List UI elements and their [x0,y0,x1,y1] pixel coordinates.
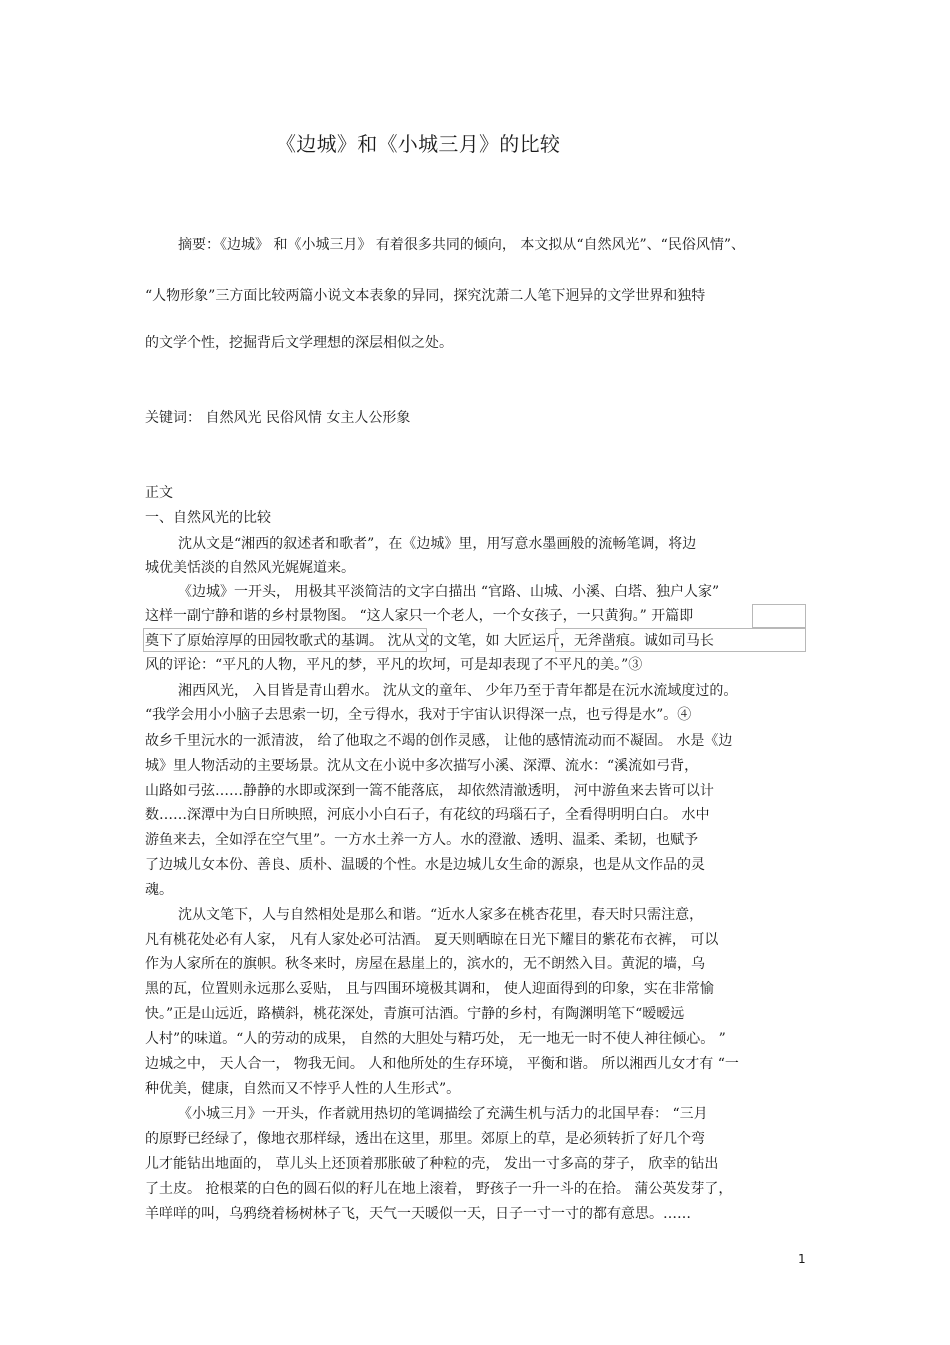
abstract-line: 摘要：《边城》 和《小城三月》 有着很多共同的倾向， 本文拟从“自然风光”、“民俗风情”、 [178,237,745,253]
body-line: 《边城》一开头， 用极其平淡简洁的文字白描出 “官路、山城、小溪、白塔、独户人家” [178,584,720,600]
abstract-line: 的文学个性，挖掘背后文学理想的深层相似之处。 [145,335,453,351]
body-line: 沈从文是“湘西的叙述者和歌者”，在《边城》里，用写意水墨画般的流畅笔调，将边 [178,536,697,552]
page-number: 1 [798,1252,806,1266]
body-line: 儿才能钻出地面的， 草儿头上还顶着那胀破了种粒的壳， 发出一寸多高的芽子， 欣幸的钻出 [145,1156,719,1172]
body-line: 快。”正是山远近，路横斜，桃花深处，青旗可沽酒。宁静的乡村，有陶渊明笔下“暧暧远 [145,1006,685,1022]
body-line: 山路如弓弦……静静的水即或深到一篙不能落底， 却依然清澈透明， 河中游鱼来去皆可以计 [145,783,714,799]
body-line: 了土皮。 抢根菜的白色的圆石似的籽儿在地上滚着， 野孩子一升一斗的在拾。 蒲公英发芽了， [145,1181,733,1197]
body-line: 故乡千里沅水的一派清波， 给了他取之不竭的创作灵感， 让他的感情流动而不凝固。 水是《边 [145,733,733,749]
body-line: 魂。 [145,882,173,898]
body-line: 游鱼来去，全如浮在空气里”。一方水土养一方人。水的澄澈、透明、温柔、柔韧，也赋予 [145,832,699,848]
annotation-box [752,604,806,628]
body-line: 数……深潭中为白日所映照，河底小小白石子，有花纹的玛瑙石子，全看得明明白白。 水中 [145,807,710,823]
body-line: 种优美，健康，自然而又不悖乎人性的人生形式”。 [145,1081,461,1097]
section-heading: 一、自然风光的比较 [145,510,271,526]
body-line: 人村”的味道。“人的劳动的成果， 自然的大胆处与精巧处， 无一地无一时不使人神往倾心。 ” [145,1031,726,1047]
body-line: 《小城三月》一开头，作者就用热切的笔调描绘了充满生机与活力的北国早春： “三月 [178,1106,708,1122]
body-line: 作为人家所在的旗帜。秋冬来时，房屋在悬崖上的，滨水的，无不朗然入目。黄泥的墙，乌 [145,956,705,972]
keywords-line: 关键词： 自然风光 民俗风情 女主人公形象 [145,410,411,426]
body-line: 边城之中， 天人合一， 物我无间。 人和他所处的生存环境， 平衡和谐。 所以湘西儿女才有 “一 [145,1056,739,1072]
body-line: 湘西风光， 入目皆是青山碧水。 沈从文的童年、 少年乃至于青年都是在沅水流域度过的。 [178,683,738,699]
body-line: 羊咩咩的叫，乌鸦绕着杨树林子飞，天气一天暖似一天，日子一寸一寸的都有意思。…… [145,1206,691,1222]
body-line: 风的评论：“平凡的人物，平凡的梦，平凡的坎坷，可是却表现了不平凡的美。”③ [145,657,643,673]
body-line: 城优美恬淡的自然风光娓娓道来。 [145,560,355,576]
document-title: 《边城》和《小城三月》的比较 [276,132,561,156]
body-line: 了边城儿女本份、善良、质朴、温暖的个性。水是边城儿女生命的源泉，也是从文作品的灵 [145,857,705,873]
body-line: 沈从文笔下，人与自然相处是那么和谐。“近水人家多在桃杏花里，春天时只需注意， [178,907,704,923]
body-line: 凡有桃花处必有人家， 凡有人家处必可沽酒。 夏天则晒晾在日光下耀目的紫花布衣裤， 可以 [145,932,719,948]
abstract-line: “人物形象”三方面比较两篇小说文本表象的异同，探究沈萧二人笔下迥异的文学世界和独特 [145,288,706,304]
body-line: 的原野已经绿了，像地衣那样绿，透出在这里，那里。郊原上的草，是必须转折了好几个弯 [145,1131,705,1147]
body-line: 黑的瓦，位置则永远那么妥贴， 且与四围环境极其调和， 使人迎面得到的印象，实在非常愉 [145,981,714,997]
body-line: 城》里人物活动的主要场景。沈从文在小说中多次描写小溪、深潭、流水：“溪流如弓背， [145,758,699,774]
body-heading: 正文 [145,485,173,501]
body-line: “我学会用小小脑子去思索一切，全亏得水，我对于宇宙认识得深一点，也亏得是水”。④ [145,707,692,723]
body-line: 奠下了原始淳厚的田园牧歌式的基调。 沈从文的文笔，如 大匠运斤，无斧凿痕。诚如司马长 [145,633,714,649]
body-line: 这样一副宁静和谐的乡村景物图。 “这人家只一个老人，一个女孩子，一只黄狗。” 开篇即 [145,608,694,624]
